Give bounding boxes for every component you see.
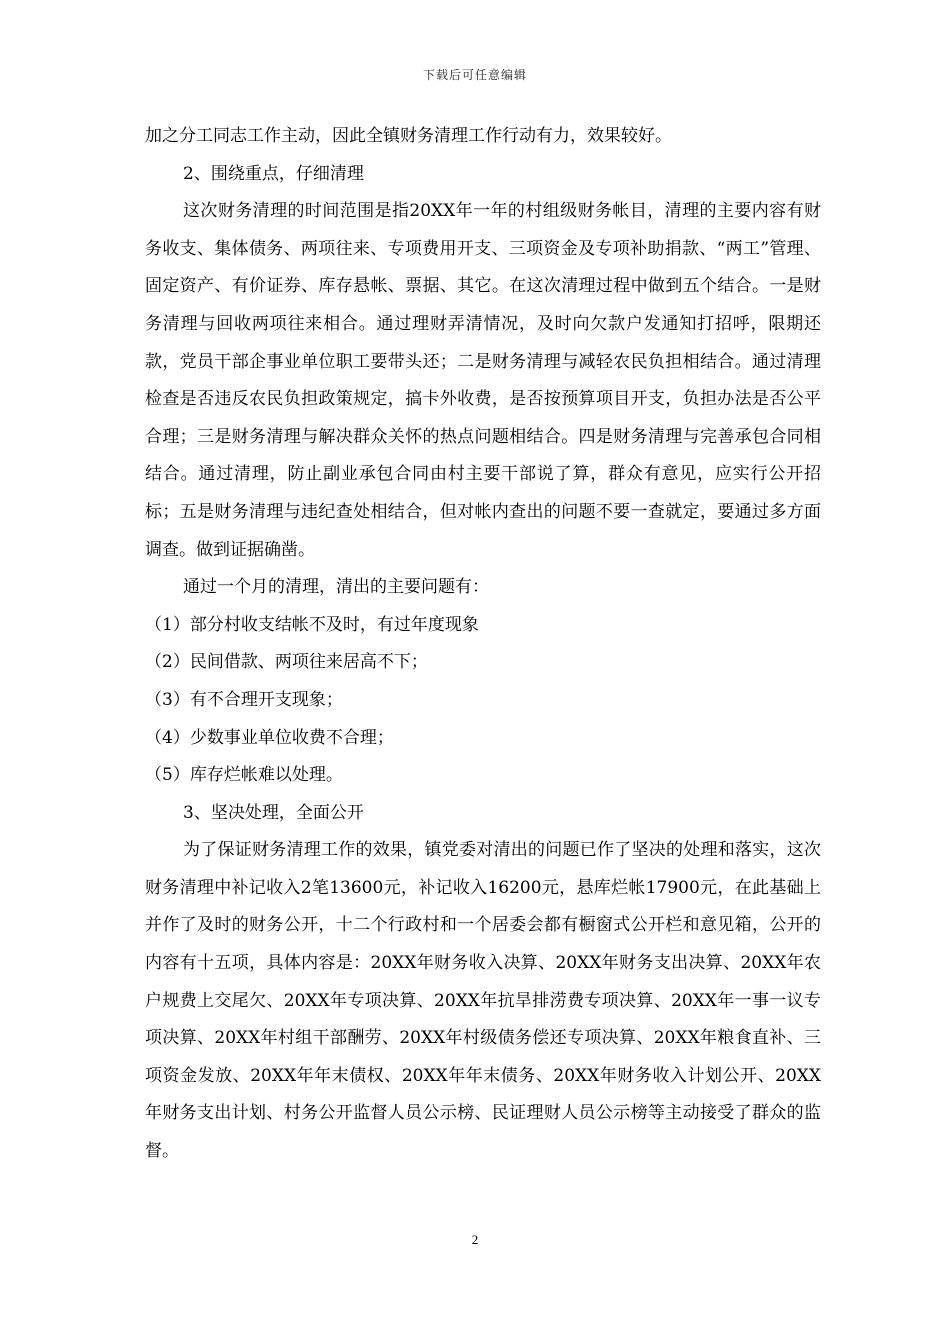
paragraph-scope: 这次财务清理的时间范围是指20XX年一年的村组级财务帐目，清理的主要内容有财务收支、集体债务、两项往来、专项费用开支、三项资金及专项补助捐款、“两工”管理、固定资产、有价证券、库存悬帐、票据、其它。在这次清理过程中做到五个结合。一是财务清理与回收两项往来相合。通过理财弄清情况，及时向欠款户发通知打招呼，限期还款，党员干部企事业单位职工要带头还；二是财务清理与减轻农民负担相结合。通过清理检查是否违反农民负担政策规定，搞卡外收费，是否按预算项目开支，负担办法是否公平合理；三是财务清理与解决群众关怀的热点问题相结合。四是财务清理与完善承包合同相结合。通过清理，防止副业承包合同由村主要干部说了算，群众有意见，应实行公开招标；五是财务清理与违纪查处相结合，但对帐内查出的问题不要一查就定，要通过多方面调查。做到证据确凿。 (145, 201, 821, 560)
paragraph-problems-intro: 通过一个月的清理，清出的主要问题有： (183, 577, 489, 598)
list-item: （1）部分村收支结帐不及时，有过年度现象 (145, 614, 479, 635)
paragraph-handling: 为了保证财务清理工作的效果，镇党委对清出的问题已作了坚决的处理和落实，这次财务清理中补记收入2笔13600元，补记收入16200元，悬库烂帐17900元，在此基础上并作了及时的财务公开，十二个行政村和一个居委会都有橱窗式公开栏和意见箱，公开的内容有十五项，具体内容是：20XX年财务收入决算、20XX年财务支出决算、20XX年农户规费上交尾欠、20XX年专项决算、20XX年抗旱排涝费专项决算、20XX年一事一议专项决算、20XX年村组干部酬劳、20XX年村级债务偿还专项决算、20XX年粮食直补、三项资金发放、20XX年年末债权、20XX年年末债务、20XX年财务收入计划公开、20XX年财务支出计划、村务公开监督人员公示榜、民证理财人员公示榜等主动接受了群众的监督。 (145, 840, 821, 1162)
section-heading-2: 2、围绕重点，仔细清理 (183, 163, 364, 184)
list-item: （4）少数事业单位收费不合理； (145, 727, 394, 748)
section-heading-3: 3、坚决处理，全面公开 (183, 802, 364, 823)
page-number: 2 (471, 1232, 479, 1247)
list-item: （3）有不合理开支现象； (145, 689, 343, 710)
list-item: （5）库存烂帐难以处理。 (145, 765, 343, 786)
document-body (145, 118, 821, 1171)
page-header: 下载后可任意编辑 (422, 68, 527, 82)
paragraph-continued: 加之分工同志工作主动，因此全镇财务清理工作行动有力，效果较好。 (145, 126, 672, 146)
list-item: （2）民间借款、两项往来居高不下； (145, 652, 428, 673)
